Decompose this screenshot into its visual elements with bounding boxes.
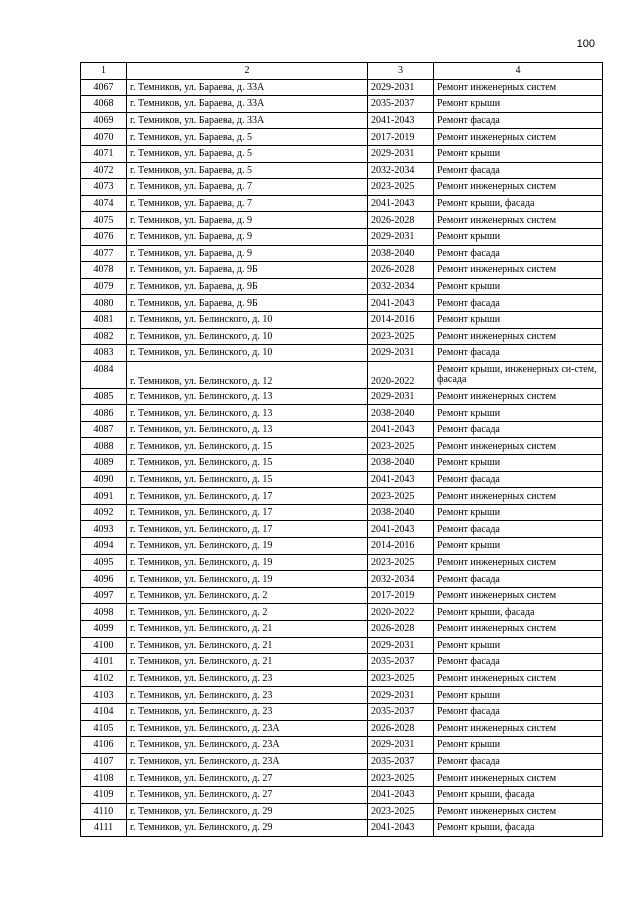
address-cell: г. Темников, ул. Бараева, д. 5: [127, 129, 368, 146]
years-cell: 2035-2037: [368, 753, 434, 770]
years-cell: 2029-2031: [368, 345, 434, 362]
column-header-work-type: 4: [434, 63, 603, 80]
table-row: [81, 770, 603, 787]
work-type-cell: Ремонт крыши: [434, 455, 603, 472]
table-row: [81, 737, 603, 754]
address-cell: г. Темников, ул. Белинского, д. 2: [127, 587, 368, 604]
work-type-cell: Ремонт инженерных систем: [434, 803, 603, 820]
years-cell: 2029-2031: [368, 228, 434, 245]
address-cell: г. Темников, ул. Белинского, д. 21: [127, 621, 368, 638]
years-cell: 2032-2034: [368, 571, 434, 588]
row-number-cell: 4088: [81, 438, 127, 455]
work-type-cell: Ремонт крыши: [434, 311, 603, 328]
address-cell: г. Темников, ул. Бараева, д. 7: [127, 179, 368, 196]
address-cell: г. Темников, ул. Белинского, д. 27: [127, 770, 368, 787]
address-cell: г. Темников, ул. Бараева, д. 9Б: [127, 278, 368, 295]
work-type-cell: Ремонт крыши, фасада: [434, 786, 603, 803]
row-number-cell: 4071: [81, 145, 127, 162]
row-number-cell: 4080: [81, 295, 127, 312]
years-cell: 2038-2040: [368, 504, 434, 521]
row-number-cell: 4082: [81, 328, 127, 345]
years-cell: 2023-2025: [368, 670, 434, 687]
years-cell: 2041-2043: [368, 471, 434, 488]
address-cell: г. Темников, ул. Бараева, д. 33А: [127, 96, 368, 113]
years-cell: 2041-2043: [368, 521, 434, 538]
years-cell: 2023-2025: [368, 803, 434, 820]
address-cell: г. Темников, ул. Белинского, д. 10: [127, 328, 368, 345]
work-type-cell: Ремонт инженерных систем: [434, 554, 603, 571]
years-cell: 2023-2025: [368, 438, 434, 455]
years-cell: 2026-2028: [368, 720, 434, 737]
row-number-cell: 4099: [81, 621, 127, 638]
address-cell: г. Темников, ул. Белинского, д. 17: [127, 488, 368, 505]
table-row: [81, 438, 603, 455]
years-cell: 2038-2040: [368, 405, 434, 422]
work-type-cell: Ремонт крыши: [434, 228, 603, 245]
years-cell: 2029-2031: [368, 637, 434, 654]
address-cell: г. Темников, ул. Белинского, д. 23: [127, 670, 368, 687]
work-type-cell: Ремонт инженерных систем: [434, 388, 603, 405]
work-type-cell: Ремонт инженерных систем: [434, 262, 603, 279]
work-type-cell: Ремонт фасада: [434, 112, 603, 129]
work-type-cell: Ремонт инженерных систем: [434, 670, 603, 687]
years-cell: 2014-2016: [368, 538, 434, 555]
address-cell: г. Темников, ул. Белинского, д. 23А: [127, 737, 368, 754]
row-number-cell: 4072: [81, 162, 127, 179]
address-cell: г. Темников, ул. Бараева, д. 9: [127, 245, 368, 262]
address-cell: г. Темников, ул. Белинского, д. 19: [127, 571, 368, 588]
address-cell: г. Темников, ул. Бараева, д. 9Б: [127, 262, 368, 279]
row-number-cell: 4105: [81, 720, 127, 737]
address-cell: г. Темников, ул. Белинского, д. 27: [127, 786, 368, 803]
work-type-cell: Ремонт крыши, инженерных си-стем, фасада: [434, 361, 603, 388]
row-number-cell: 4103: [81, 687, 127, 704]
work-type-cell: Ремонт крыши, фасада: [434, 820, 603, 837]
years-cell: 2023-2025: [368, 328, 434, 345]
work-type-cell: Ремонт крыши: [434, 504, 603, 521]
table-row: [81, 212, 603, 229]
table-row: [81, 345, 603, 362]
work-type-cell: Ремонт крыши: [434, 96, 603, 113]
work-type-cell: Ремонт фасада: [434, 471, 603, 488]
row-number-cell: 4101: [81, 654, 127, 671]
row-number-cell: 4093: [81, 521, 127, 538]
address-cell: г. Темников, ул. Белинского, д. 10: [127, 345, 368, 362]
row-number-cell: 4069: [81, 112, 127, 129]
address-cell: г. Темников, ул. Бараева, д. 9: [127, 228, 368, 245]
row-number-cell: 4089: [81, 455, 127, 472]
years-cell: 2041-2043: [368, 112, 434, 129]
years-cell: 2029-2031: [368, 687, 434, 704]
years-cell: 2041-2043: [368, 786, 434, 803]
work-type-cell: Ремонт инженерных систем: [434, 770, 603, 787]
address-cell: г. Темников, ул. Белинского, д. 29: [127, 820, 368, 837]
years-cell: 2020-2022: [368, 361, 434, 388]
row-number-cell: 4076: [81, 228, 127, 245]
address-cell: г. Темников, ул. Белинского, д. 10: [127, 311, 368, 328]
row-number-cell: 4090: [81, 471, 127, 488]
table-header-row: [81, 63, 603, 80]
address-cell: г. Темников, ул. Бараева, д. 7: [127, 195, 368, 212]
years-cell: 2032-2034: [368, 162, 434, 179]
row-number-cell: 4081: [81, 311, 127, 328]
years-cell: 2023-2025: [368, 179, 434, 196]
work-type-cell: Ремонт крыши: [434, 278, 603, 295]
row-number-cell: 4098: [81, 604, 127, 621]
table-row: [81, 786, 603, 803]
years-cell: 2041-2043: [368, 421, 434, 438]
table-row: [81, 604, 603, 621]
address-cell: г. Темников, ул. Белинского, д. 29: [127, 803, 368, 820]
row-number-cell: 4111: [81, 820, 127, 837]
row-number-cell: 4087: [81, 421, 127, 438]
years-cell: 2041-2043: [368, 820, 434, 837]
work-type-cell: Ремонт инженерных систем: [434, 328, 603, 345]
address-cell: г. Темников, ул. Белинского, д. 23: [127, 687, 368, 704]
row-number-cell: 4073: [81, 179, 127, 196]
row-number-cell: 4075: [81, 212, 127, 229]
years-cell: 2026-2028: [368, 262, 434, 279]
address-cell: г. Темников, ул. Бараева, д. 9Б: [127, 295, 368, 312]
row-number-cell: 4108: [81, 770, 127, 787]
table-row: [81, 328, 603, 345]
column-header-address: 2: [127, 63, 368, 80]
row-number-cell: 4104: [81, 703, 127, 720]
work-type-cell: Ремонт фасада: [434, 571, 603, 588]
row-number-cell: 4068: [81, 96, 127, 113]
row-number-cell: 4067: [81, 79, 127, 96]
row-number-cell: 4110: [81, 803, 127, 820]
table-body: [81, 79, 603, 836]
address-cell: г. Темников, ул. Белинского, д. 13: [127, 405, 368, 422]
years-cell: 2020-2022: [368, 604, 434, 621]
table-row: [81, 311, 603, 328]
work-type-cell: Ремонт фасада: [434, 654, 603, 671]
table-row: [81, 521, 603, 538]
row-number-cell: 4096: [81, 571, 127, 588]
table-row: [81, 621, 603, 638]
table-row: [81, 471, 603, 488]
table-row: [81, 687, 603, 704]
row-number-cell: 4091: [81, 488, 127, 505]
table-row: [81, 703, 603, 720]
years-cell: 2029-2031: [368, 388, 434, 405]
years-cell: 2026-2028: [368, 212, 434, 229]
address-cell: г. Темников, ул. Белинского, д. 17: [127, 521, 368, 538]
years-cell: 2023-2025: [368, 554, 434, 571]
work-type-cell: Ремонт фасада: [434, 703, 603, 720]
row-number-cell: 4074: [81, 195, 127, 212]
years-cell: 2029-2031: [368, 737, 434, 754]
address-cell: г. Темников, ул. Бараева, д. 5: [127, 162, 368, 179]
address-cell: г. Темников, ул. Бараева, д. 33А: [127, 112, 368, 129]
work-type-cell: Ремонт крыши: [434, 538, 603, 555]
work-type-cell: Ремонт крыши: [434, 405, 603, 422]
address-cell: г. Темников, ул. Белинского, д. 15: [127, 455, 368, 472]
work-type-cell: Ремонт инженерных систем: [434, 488, 603, 505]
row-number-cell: 4083: [81, 345, 127, 362]
address-cell: г. Темников, ул. Белинского, д. 19: [127, 554, 368, 571]
table-row: [81, 179, 603, 196]
work-type-cell: Ремонт инженерных систем: [434, 587, 603, 604]
table-row: [81, 571, 603, 588]
years-cell: 2017-2019: [368, 587, 434, 604]
work-type-cell: Ремонт фасада: [434, 245, 603, 262]
work-type-cell: Ремонт крыши: [434, 145, 603, 162]
years-cell: 2014-2016: [368, 311, 434, 328]
work-type-cell: Ремонт фасада: [434, 162, 603, 179]
row-number-cell: 4102: [81, 670, 127, 687]
table-row: [81, 803, 603, 820]
table-row: [81, 670, 603, 687]
work-type-cell: Ремонт крыши: [434, 737, 603, 754]
page-number: 100: [576, 38, 595, 50]
work-type-cell: Ремонт фасада: [434, 295, 603, 312]
table-row: [81, 278, 603, 295]
row-number-cell: 4086: [81, 405, 127, 422]
row-number-cell: 4085: [81, 388, 127, 405]
address-cell: г. Темников, ул. Белинского, д. 17: [127, 504, 368, 521]
address-cell: г. Темников, ул. Бараева, д. 9: [127, 212, 368, 229]
address-cell: г. Темников, ул. Белинского, д. 15: [127, 438, 368, 455]
work-type-cell: Ремонт инженерных систем: [434, 129, 603, 146]
row-number-cell: 4107: [81, 753, 127, 770]
address-cell: г. Темников, ул. Белинского, д. 23А: [127, 753, 368, 770]
table-row: [81, 195, 603, 212]
row-number-cell: 4084: [81, 361, 127, 388]
work-type-cell: Ремонт инженерных систем: [434, 79, 603, 96]
row-number-cell: 4078: [81, 262, 127, 279]
work-type-cell: Ремонт фасада: [434, 521, 603, 538]
table-row: [81, 654, 603, 671]
row-number-cell: 4106: [81, 737, 127, 754]
years-cell: 2029-2031: [368, 79, 434, 96]
address-cell: г. Темников, ул. Белинского, д. 13: [127, 388, 368, 405]
table-row: [81, 228, 603, 245]
table-row: [81, 79, 603, 96]
address-cell: г. Темников, ул. Белинского, д. 2: [127, 604, 368, 621]
work-type-cell: Ремонт крыши, фасада: [434, 195, 603, 212]
years-cell: 2026-2028: [368, 621, 434, 638]
address-cell: г. Темников, ул. Белинского, д. 15: [127, 471, 368, 488]
table-row: [81, 753, 603, 770]
table-row: [81, 455, 603, 472]
repair-schedule-table: [80, 62, 603, 837]
row-number-cell: 4100: [81, 637, 127, 654]
years-cell: 2017-2019: [368, 129, 434, 146]
table-row: [81, 538, 603, 555]
work-type-cell: Ремонт фасада: [434, 753, 603, 770]
address-cell: г. Темников, ул. Белинского, д. 21: [127, 654, 368, 671]
row-number-cell: 4079: [81, 278, 127, 295]
table-row: [81, 96, 603, 113]
row-number-cell: 4094: [81, 538, 127, 555]
address-cell: г. Темников, ул. Бараева, д. 33А: [127, 79, 368, 96]
work-type-cell: Ремонт крыши: [434, 637, 603, 654]
table-row: [81, 245, 603, 262]
address-cell: г. Темников, ул. Белинского, д. 19: [127, 538, 368, 555]
table-row: [81, 820, 603, 837]
years-cell: 2032-2034: [368, 278, 434, 295]
table-row: [81, 361, 603, 388]
row-number-cell: 4097: [81, 587, 127, 604]
table-row: [81, 637, 603, 654]
address-cell: г. Темников, ул. Бараева, д. 5: [127, 145, 368, 162]
table-row: [81, 504, 603, 521]
work-type-cell: Ремонт крыши, фасада: [434, 604, 603, 621]
table-row: [81, 162, 603, 179]
table-row: [81, 720, 603, 737]
work-type-cell: Ремонт инженерных систем: [434, 212, 603, 229]
table-row: [81, 405, 603, 422]
row-number-cell: 4109: [81, 786, 127, 803]
table-row: [81, 421, 603, 438]
years-cell: 2029-2031: [368, 145, 434, 162]
column-header-years: 3: [368, 63, 434, 80]
table-row: [81, 129, 603, 146]
column-header-number: 1: [81, 63, 127, 80]
years-cell: 2041-2043: [368, 195, 434, 212]
work-type-cell: Ремонт инженерных систем: [434, 179, 603, 196]
years-cell: 2023-2025: [368, 770, 434, 787]
table-row: [81, 388, 603, 405]
years-cell: 2041-2043: [368, 295, 434, 312]
table-row: [81, 587, 603, 604]
years-cell: 2035-2037: [368, 654, 434, 671]
work-type-cell: Ремонт крыши: [434, 687, 603, 704]
table-row: [81, 112, 603, 129]
years-cell: 2023-2025: [368, 488, 434, 505]
address-cell: г. Темников, ул. Белинского, д. 23А: [127, 720, 368, 737]
address-cell: г. Темников, ул. Белинского, д. 21: [127, 637, 368, 654]
work-type-cell: Ремонт инженерных систем: [434, 438, 603, 455]
row-number-cell: 4077: [81, 245, 127, 262]
years-cell: 2038-2040: [368, 245, 434, 262]
row-number-cell: 4095: [81, 554, 127, 571]
table-row: [81, 554, 603, 571]
work-type-cell: Ремонт фасада: [434, 345, 603, 362]
work-type-cell: Ремонт инженерных систем: [434, 720, 603, 737]
table-row: [81, 262, 603, 279]
work-type-cell: Ремонт инженерных систем: [434, 621, 603, 638]
row-number-cell: 4070: [81, 129, 127, 146]
address-cell: г. Темников, ул. Белинского, д. 13: [127, 421, 368, 438]
work-type-cell: Ремонт фасада: [434, 421, 603, 438]
years-cell: 2038-2040: [368, 455, 434, 472]
address-cell: г. Темников, ул. Белинского, д. 12: [127, 361, 368, 388]
row-number-cell: 4092: [81, 504, 127, 521]
table-row: [81, 145, 603, 162]
years-cell: 2035-2037: [368, 703, 434, 720]
years-cell: 2035-2037: [368, 96, 434, 113]
table-row: [81, 488, 603, 505]
address-cell: г. Темников, ул. Белинского, д. 23: [127, 703, 368, 720]
table-row: [81, 295, 603, 312]
